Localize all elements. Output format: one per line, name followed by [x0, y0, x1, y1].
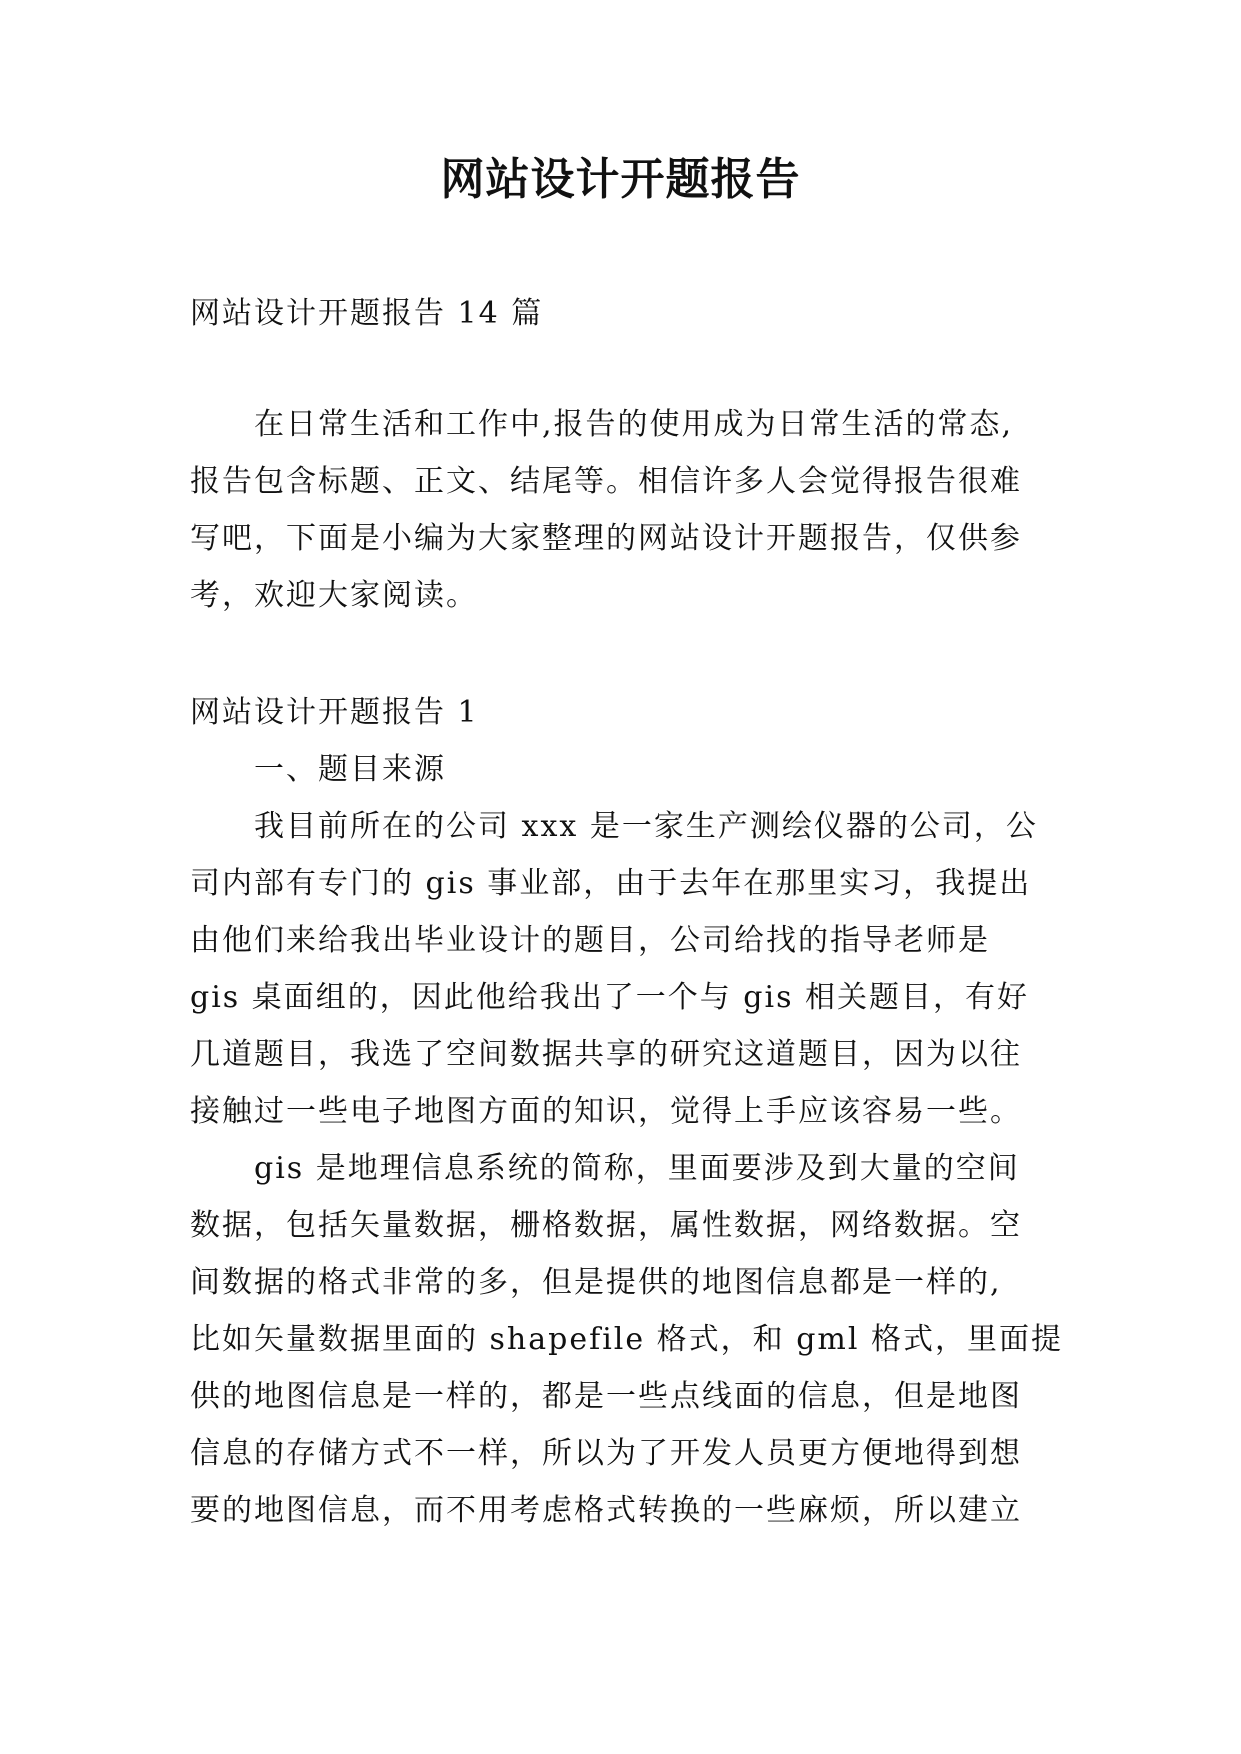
paragraph-2-line-6: 信息的存储方式不一样，所以为了开发人员更方便地得到想	[190, 1436, 1022, 1471]
paragraph-2-line-2: 数据，包括矢量数据，栅格数据，属性数据，网络数据。空	[190, 1208, 1022, 1243]
intro-line-3: 写吧，下面是小编为大家整理的网站设计开题报告，仅供参	[190, 521, 1022, 556]
paragraph-2-line-7: 要的地图信息，而不用考虑格式转换的一些麻烦，所以建立	[190, 1493, 1022, 1528]
paragraph-1-line-4: gis 桌面组的，因此他给我出了一个与 gis 相关题目，有好	[190, 980, 1029, 1015]
paragraph-1-line-3: 由他们来给我出毕业设计的题目，公司给找的指导老师是	[190, 923, 990, 958]
document-title: 网站设计开题报告	[440, 154, 801, 205]
intro-line-2: 报告包含标题、正文、结尾等。相信许多人会觉得报告很难	[190, 464, 1022, 499]
paragraph-1-line-5: 几道题目，我选了空间数据共享的研究这道题目，因为以往	[190, 1037, 1022, 1072]
document-subtitle: 网站设计开题报告 14 篇	[190, 296, 544, 331]
paragraph-2-line-3: 间数据的格式非常的多，但是提供的地图信息都是一样的,	[190, 1265, 1002, 1300]
paragraph-1-line-1: 我目前所在的公司 xxx 是一家生产测绘仪器的公司，公	[254, 809, 1038, 844]
paragraph-1-line-6: 接触过一些电子地图方面的知识，觉得上手应该容易一些。	[190, 1094, 1022, 1129]
paragraph-2-line-1: gis 是地理信息系统的简称，里面要涉及到大量的空间	[254, 1151, 1020, 1186]
paragraph-1-line-2: 司内部有专门的 gis 事业部，由于去年在那里实习，我提出	[190, 866, 1032, 901]
section-heading: 一、题目来源	[254, 752, 446, 787]
intro-line-4: 考，欢迎大家阅读。	[190, 578, 478, 613]
intro-line-1: 在日常生活和工作中,报告的使用成为日常生活的常态,	[254, 407, 1014, 442]
paragraph-2-line-4: 比如矢量数据里面的 shapefile 格式，和 gml 格式，里面提	[190, 1322, 1063, 1357]
section-title: 网站设计开题报告 1	[190, 695, 479, 730]
paragraph-2-line-5: 供的地图信息是一样的，都是一些点线面的信息，但是地图	[190, 1379, 1022, 1414]
